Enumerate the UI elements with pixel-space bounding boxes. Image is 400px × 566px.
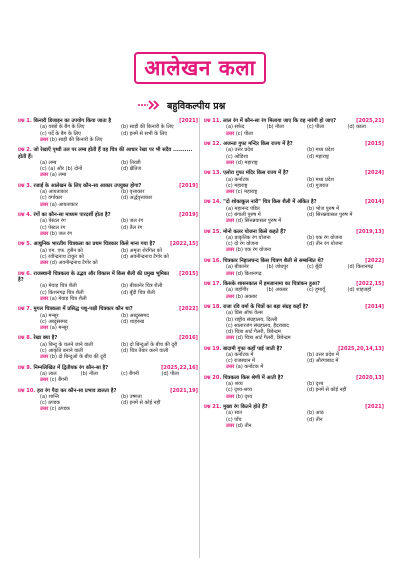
option-item: (a) महानन्द पंडित (226, 205, 260, 212)
double-chevron-arrow-icon (138, 100, 164, 110)
answer-line (204, 131, 384, 137)
question-number: प्रश्न 6. (18, 270, 32, 277)
question-number: प्रश्न 7. (18, 306, 32, 313)
question-number: प्रश्न 2. (18, 147, 32, 154)
question-text: आधुनिक भारतीय चित्रकला का प्रथम चित्रकार किसे माना गया है? (33, 241, 156, 248)
question-number: प्रश्न 16. (204, 257, 222, 264)
question-year: [2020,13] (356, 374, 384, 381)
question-year: [2022] (365, 257, 384, 264)
question-line (18, 306, 198, 312)
option-item: (d) गुजरात (307, 182, 329, 189)
answer-label: उत्तर (40, 377, 49, 384)
answer-label: उत्तर (40, 354, 49, 361)
option-item: (a) शान्ति (40, 393, 59, 400)
question-text: किसके शासनकाल में हमजानामा का चित्रांकन हुआ? (223, 280, 320, 287)
answer-label: उत्तर (40, 295, 49, 302)
option-item: (d) इनमें से सभी के लिए (121, 130, 168, 137)
options-grid (204, 177, 384, 189)
left-question-column (18, 118, 198, 417)
option-item: (d) शाहजहाँ (347, 287, 372, 294)
question-number: प्रश्न 20. (204, 374, 222, 381)
option-item: (a) कर्नाटक में (226, 351, 254, 358)
option-item: (c) रवीन्द्रनाथ टाकुर को (40, 253, 84, 260)
answer-line (204, 160, 384, 166)
option-item: (b) मध्य प्रदेश (307, 176, 334, 183)
option-item: (a) एम. एफ. हुसैन को (40, 247, 83, 254)
answer-label: उत्तर (226, 364, 235, 371)
option-item: (d) शाहरुख (121, 318, 145, 325)
option-item: (d) क्षैतिज (121, 166, 142, 173)
question-item (204, 170, 384, 195)
question-year: [2021] (179, 118, 198, 124)
answer-line (18, 202, 198, 208)
answer-line (204, 364, 384, 370)
option-item: (c) राजस्थान में (226, 358, 255, 365)
option-item: (b) उत्तर प्रदेश में (307, 351, 339, 358)
options-grid (18, 160, 198, 172)
answer-label: उत्तर (40, 260, 49, 267)
answer-label: उत्तर (40, 324, 49, 331)
option-item: (c) बैंगनी (121, 370, 139, 377)
option-item: (a) आयताकार (40, 189, 68, 196)
option-item: (c) महाराष्ट्र (226, 182, 248, 189)
option-item: (a) उत्तर प्रदेश (226, 147, 254, 154)
question-year: [2015] (179, 270, 198, 277)
option-item: (c) किशनगढ़ चित्र शैली (40, 289, 84, 296)
option-item: (b) दो बिन्दुओं के बीच की दूरी (121, 341, 178, 348)
answer-text: (b) साड़ी की किनारी के लिए (49, 136, 103, 143)
question-number: प्रश्न 10. (18, 387, 36, 394)
option-item: (c) दो रंग योजना (226, 241, 259, 248)
option-item: (b) एक रंग योजना (307, 235, 343, 242)
options-grid (204, 147, 384, 159)
question-line (204, 199, 384, 205)
question-item (18, 147, 198, 179)
section-heading (138, 98, 225, 112)
answer-label: उत्तर (226, 393, 235, 400)
question-line (18, 183, 198, 189)
answer-text: (d) तीन (235, 422, 252, 429)
answer-text: (b) एक रंग योजना (235, 247, 272, 254)
answer-line (18, 406, 198, 412)
option-item: (c) आकृति बनाने वाली (40, 347, 83, 354)
option-item: (c) हुमायूँ (307, 287, 326, 294)
option-item: (a) लम्ब (40, 160, 57, 167)
answer-line (18, 296, 198, 302)
option-item: (c) वर्गाकार (40, 195, 63, 202)
option-item: (b) अकबर (266, 287, 288, 294)
question-year: [2016] (179, 335, 198, 342)
chapter-title: आलेखन कला (134, 52, 266, 84)
question-year: [2015] (365, 141, 384, 148)
question-text: चित्रकार निहालचन्द किस चित्रण शैली से सम्बन्धित थे? (223, 257, 324, 264)
option-item: (a) सफेद (226, 124, 245, 131)
option-item: (d) चित्रा आर्ट गैलरी, त्रिवेन्द्रम (226, 328, 281, 335)
question-item (18, 241, 198, 266)
option-item: (a) वस्त्रों के बैग के लिए (40, 124, 85, 131)
option-item: (b) अमृता शेरगिल को (121, 247, 162, 254)
option-item: (a) श्रव्य (226, 381, 243, 388)
answer-text: (d) अवनीन्द्रनाथ टैगोर को (49, 260, 98, 267)
option-item: (a) मेवाड़ चित्र शैली (40, 283, 77, 290)
options-grid (18, 124, 198, 136)
option-item: (c) अब्दुस्समद (40, 318, 68, 325)
option-item: (d) अवनीन्द्रनाथ टैगोर को (121, 253, 169, 260)
question-line (204, 258, 384, 264)
question-number: प्रश्न 4. (18, 212, 32, 219)
question-number: प्रश्न 3. (18, 182, 32, 189)
answer-text: (a) कर्नाटक में (235, 364, 264, 371)
question-text: मोनो कलर योजना किसे कहते हैं? (223, 228, 286, 235)
question-year: [2022] (179, 306, 198, 313)
option-item: (c) ठण्डक (40, 400, 61, 407)
answer-line (204, 247, 384, 253)
answer-label: उत्तर (40, 230, 49, 237)
question-line (18, 147, 198, 160)
question-line (204, 404, 384, 410)
question-line (204, 170, 384, 176)
option-item: (c) बूँदी (307, 264, 323, 271)
option-item: (b) जोधपुर (266, 264, 289, 271)
answer-line (18, 260, 198, 266)
answer-text: (a) लम्ब (49, 172, 67, 179)
question-line (18, 118, 198, 124)
question-year: [2025,21] (356, 118, 384, 124)
question-line (18, 388, 198, 394)
option-item: (c) सालारजंग संग्रहालय, हैदराबाद (226, 322, 289, 329)
option-item: (d) बूँदी चित्र शैली (121, 289, 155, 296)
option-item: (b) साड़ी की किनारी के लिए (121, 124, 174, 131)
question-text: हरा रंग पैदा कर कौन-सा प्रभाव डालता है? (37, 387, 117, 394)
options-grid (204, 410, 384, 422)
option-item: (b) दृश्य (307, 381, 324, 388)
question-line (204, 304, 384, 310)
option-item: (c) (a) और (b) दोनों (40, 166, 83, 173)
options-grid (204, 352, 384, 364)
question-line (204, 118, 384, 124)
question-item (18, 118, 198, 143)
question-text: जो रेखाएँ पृथ्वी तल पर लम्ब होती हैं वह चित्र की आधार रेखा पर भी सदैव .......... होती हैं। (18, 147, 193, 160)
question-item (18, 335, 198, 360)
question-number: प्रश्न 18. (204, 303, 222, 310)
option-item: (b) बीकानेर चित्र शैली (121, 283, 163, 290)
question-number: प्रश्न 12. (204, 141, 222, 148)
question-number: प्रश्न 15. (204, 228, 222, 235)
option-item: (c) ओडिशा (226, 153, 249, 160)
option-item: (b) वृत्ताकार (121, 189, 145, 196)
question-text: रेखा क्या है? (33, 335, 58, 342)
question-text: "दो शोकाकुल नारी" चित्र किस शैली में अंकित है? (223, 199, 317, 206)
answer-label: उत्तर (40, 172, 49, 179)
option-item: (b) उष्णता (121, 393, 142, 400)
answer-line (204, 394, 384, 400)
answer-line (18, 325, 198, 331)
option-item: (b) आठ (307, 410, 324, 417)
question-number: प्रश्न 19. (204, 345, 222, 352)
answer-text: (d) चित्रा आर्ट गैलरी, त्रिवेन्द्रम (235, 335, 291, 342)
answer-text: (d) सित्तन्नवासल पुरुष में (235, 218, 282, 225)
option-item: (b) तिरछी (121, 160, 141, 167)
answer-text: (d) किशनगढ़ (235, 270, 262, 277)
question-line (18, 365, 198, 371)
option-item: (d) महाराष्ट्र (307, 153, 329, 160)
option-item: (b) भोज पुरुष में (307, 205, 340, 212)
question-line (204, 346, 384, 352)
question-text: रंगों का कौन-सा माध्यम पारदर्शी होता है? (33, 212, 111, 219)
option-item: (d) तीन रंग योजना (307, 241, 343, 248)
question-item (204, 229, 384, 254)
question-text: अजन्ता गुफा मन्दिर किस राज्य में है? (223, 141, 293, 148)
right-question-column (204, 118, 384, 433)
question-number: प्रश्न 17. (204, 280, 222, 287)
answer-text: (a) मेवाड़ चित्र शैली (49, 295, 87, 302)
answer-label: उत्तर (226, 293, 235, 300)
answer-label: उत्तर (226, 189, 235, 196)
question-line (18, 335, 198, 341)
answer-label: उत्तर (40, 136, 49, 143)
option-item: (d) तैल रंग (121, 224, 143, 231)
option-item: (b) नीला (80, 370, 98, 377)
question-text: लाल रंग में कौन-सा रंग मिलाया जाए कि वह नारंगी हो जाए? (223, 118, 337, 124)
question-number: प्रश्न 5. (18, 241, 32, 248)
answer-label: उत्तर (226, 159, 235, 166)
option-item: (c) पर्दे के बैग के लिए (40, 130, 81, 137)
option-item: (d) अर्द्धवृत्ताकार (121, 195, 153, 202)
question-number: प्रश्न 13. (204, 170, 222, 177)
answer-label: उत्तर (226, 335, 235, 342)
options-grid (18, 342, 198, 354)
question-year: [2024] (365, 170, 384, 177)
question-item (18, 365, 198, 384)
question-text: एलोरा गुफा मंदिर किस राज्य में है? (223, 170, 289, 177)
option-item: (d) चित्र तैयार करने वाली (121, 347, 169, 354)
answer-text: (d) महाराष्ट्र (235, 159, 258, 166)
question-year: [2025,20,14,13] (338, 345, 384, 352)
option-item: (a) बीकानेर (226, 264, 249, 271)
option-item: (c) दृश्य-श्रव्य (226, 387, 252, 394)
question-item (18, 183, 198, 208)
question-year: [2025,22,16] (161, 364, 198, 371)
options-grid (18, 283, 198, 295)
answer-line (204, 335, 384, 341)
question-year: [2019] (179, 212, 198, 219)
answer-label: उत्तर (226, 247, 235, 254)
option-item: (d) इनमें से कोई नहीं (307, 387, 347, 394)
option-item: (a) जहाँगीर (226, 287, 249, 294)
option-item: (d) पीला (161, 370, 179, 377)
option-item: (a) मन्सूर (40, 312, 59, 319)
question-text: राजा रवि वर्मा के चित्रों का बड़ा संग्रह कहाँ है? (223, 303, 309, 310)
question-item (204, 404, 384, 429)
question-text: राजस्थानी चित्रकला के उद्भव और विकास में किस शैली की प्रमुख भूमिका है? (18, 270, 170, 283)
answer-text: (c) ठण्डक (49, 406, 70, 413)
answer-label: उत्तर (226, 270, 235, 277)
answer-line (18, 377, 198, 383)
question-year: [2021] (365, 403, 384, 410)
question-item (204, 281, 384, 300)
answer-line (204, 423, 384, 429)
options-grid (204, 381, 384, 393)
question-item (18, 306, 198, 331)
question-number: प्रश्न 21. (204, 403, 222, 410)
question-line (204, 375, 384, 381)
question-line (204, 141, 384, 147)
question-text: निम्नलिखित में द्वितीयक रंग कौन-सा है? (33, 364, 109, 371)
answer-text: (c) पीला (235, 130, 253, 137)
question-item (18, 212, 198, 237)
answer-line (18, 172, 198, 178)
options-grid (18, 248, 198, 260)
question-item (204, 199, 384, 224)
answer-text: (a) मन्सूर (49, 324, 69, 331)
question-number: प्रश्न 9. (18, 364, 32, 371)
question-line (204, 281, 384, 287)
option-item: (a) प्राकृतिक रंग योजना (226, 235, 271, 242)
option-item: (a) बिन्दु के चलने जाने वाली (40, 341, 93, 348)
option-item: (a) सात (226, 410, 243, 417)
option-item: (a) प्रिंस ऑफ वेल्स (226, 310, 263, 317)
column-divider (199, 118, 200, 558)
answer-label: उत्तर (40, 201, 49, 208)
question-year: [2021,19] (170, 387, 198, 394)
question-item (18, 271, 198, 303)
question-line (204, 229, 384, 235)
question-line (18, 212, 198, 218)
question-number: प्रश्न 14. (204, 199, 222, 206)
option-item: (a) लाल (40, 370, 57, 377)
answer-line (204, 271, 384, 277)
option-item: (d) सित्तन्नवासल पुरुष में (307, 212, 353, 219)
options-grid (18, 313, 198, 325)
answer-label: उत्तर (226, 422, 235, 429)
option-item: (b) अब्दुस्समद (121, 312, 149, 319)
option-item: (a) पेस्टल रंग (40, 218, 66, 225)
option-item: (d) तीन (307, 416, 323, 423)
question-text: बादामी गुफा कहाँ पाई जाती है? (223, 345, 283, 352)
question-year: [2019,13] (356, 228, 384, 235)
answer-text: (b) दो बिन्दुओं के बीच की दूरी (49, 354, 107, 361)
option-item: (a) कर्नाटक (226, 176, 249, 183)
answer-line (204, 218, 384, 224)
options-grid (204, 206, 384, 218)
option-item: (c) पेस्टल रंग (40, 224, 66, 231)
answer-text: (a) आयताकार (49, 201, 78, 208)
answer-label: उत्तर (226, 218, 235, 225)
option-item: (d) काला (347, 124, 366, 131)
question-number: प्रश्न 11. (204, 118, 222, 124)
question-item (204, 304, 384, 342)
option-item: (b) राष्ट्रीय संग्रहालय, दिल्ली (226, 316, 278, 323)
question-item (18, 388, 198, 413)
question-line (18, 271, 198, 284)
option-item: (c) पाँच (226, 416, 242, 423)
question-item (204, 258, 384, 277)
question-item (204, 375, 384, 400)
question-year: [2014] (365, 303, 384, 310)
option-item: (c) पीला (307, 124, 325, 131)
options-grid (18, 394, 198, 406)
answer-line (204, 294, 384, 300)
question-year: [2019] (179, 182, 198, 189)
question-item (204, 118, 384, 137)
question-text: मुगल चित्रकला में प्रसिद्ध पशु-पक्षी चित्रकार कौन था? (33, 306, 133, 313)
section-heading-text: बहुविकल्पीय प्रश्न (167, 100, 226, 112)
question-item (204, 141, 384, 166)
answer-text: (c) बैंगनी (49, 377, 68, 384)
answer-text: (b) अकबर (235, 293, 258, 300)
option-item: (d) औरंगाबाद में (307, 358, 339, 365)
question-number: प्रश्न 1. (18, 118, 32, 124)
answer-text: (b) दृश्य (235, 393, 253, 400)
question-text: मुख्य रंग कितने होते हैं? (223, 403, 268, 410)
option-item: (c) बंगाली पुरुष में (226, 212, 261, 219)
question-text: चित्रकला किस श्रेणी में आती है? (223, 374, 284, 381)
answer-text: (b) जल रंग (49, 230, 73, 237)
question-year: [2022,15] (170, 241, 198, 248)
answer-line (18, 137, 198, 143)
question-item (204, 346, 384, 371)
option-item: (d) इनमें से कोई नहीं (121, 400, 161, 407)
question-year: [2022,15] (356, 280, 384, 287)
answer-line (204, 189, 384, 195)
answer-label: उत्तर (226, 130, 235, 137)
question-text: रजाई के आलेखन के लिए कौन-सा आकार उपयुक्त होगा? (33, 182, 142, 189)
answer-label: उत्तर (40, 406, 49, 413)
options-grid (18, 218, 198, 230)
options-grid (204, 235, 384, 247)
question-line (18, 241, 198, 247)
question-year: [2014] (365, 199, 384, 206)
question-number: प्रश्न 8. (18, 335, 32, 342)
options-grid (204, 310, 384, 335)
options-grid (18, 189, 198, 201)
option-item: (b) नीला (266, 124, 284, 131)
answer-text: (c) महाराष्ट्र (235, 189, 258, 196)
answer-line (18, 231, 198, 237)
option-item: (d) किशनगढ़ (347, 264, 374, 271)
option-item: (b) जल रंग (121, 218, 144, 225)
answer-line (18, 354, 198, 360)
question-text: किनारी डिजाइन का उपयोग किया जाता है (33, 118, 112, 124)
option-item: (b) मध्य प्रदेश (307, 147, 334, 154)
